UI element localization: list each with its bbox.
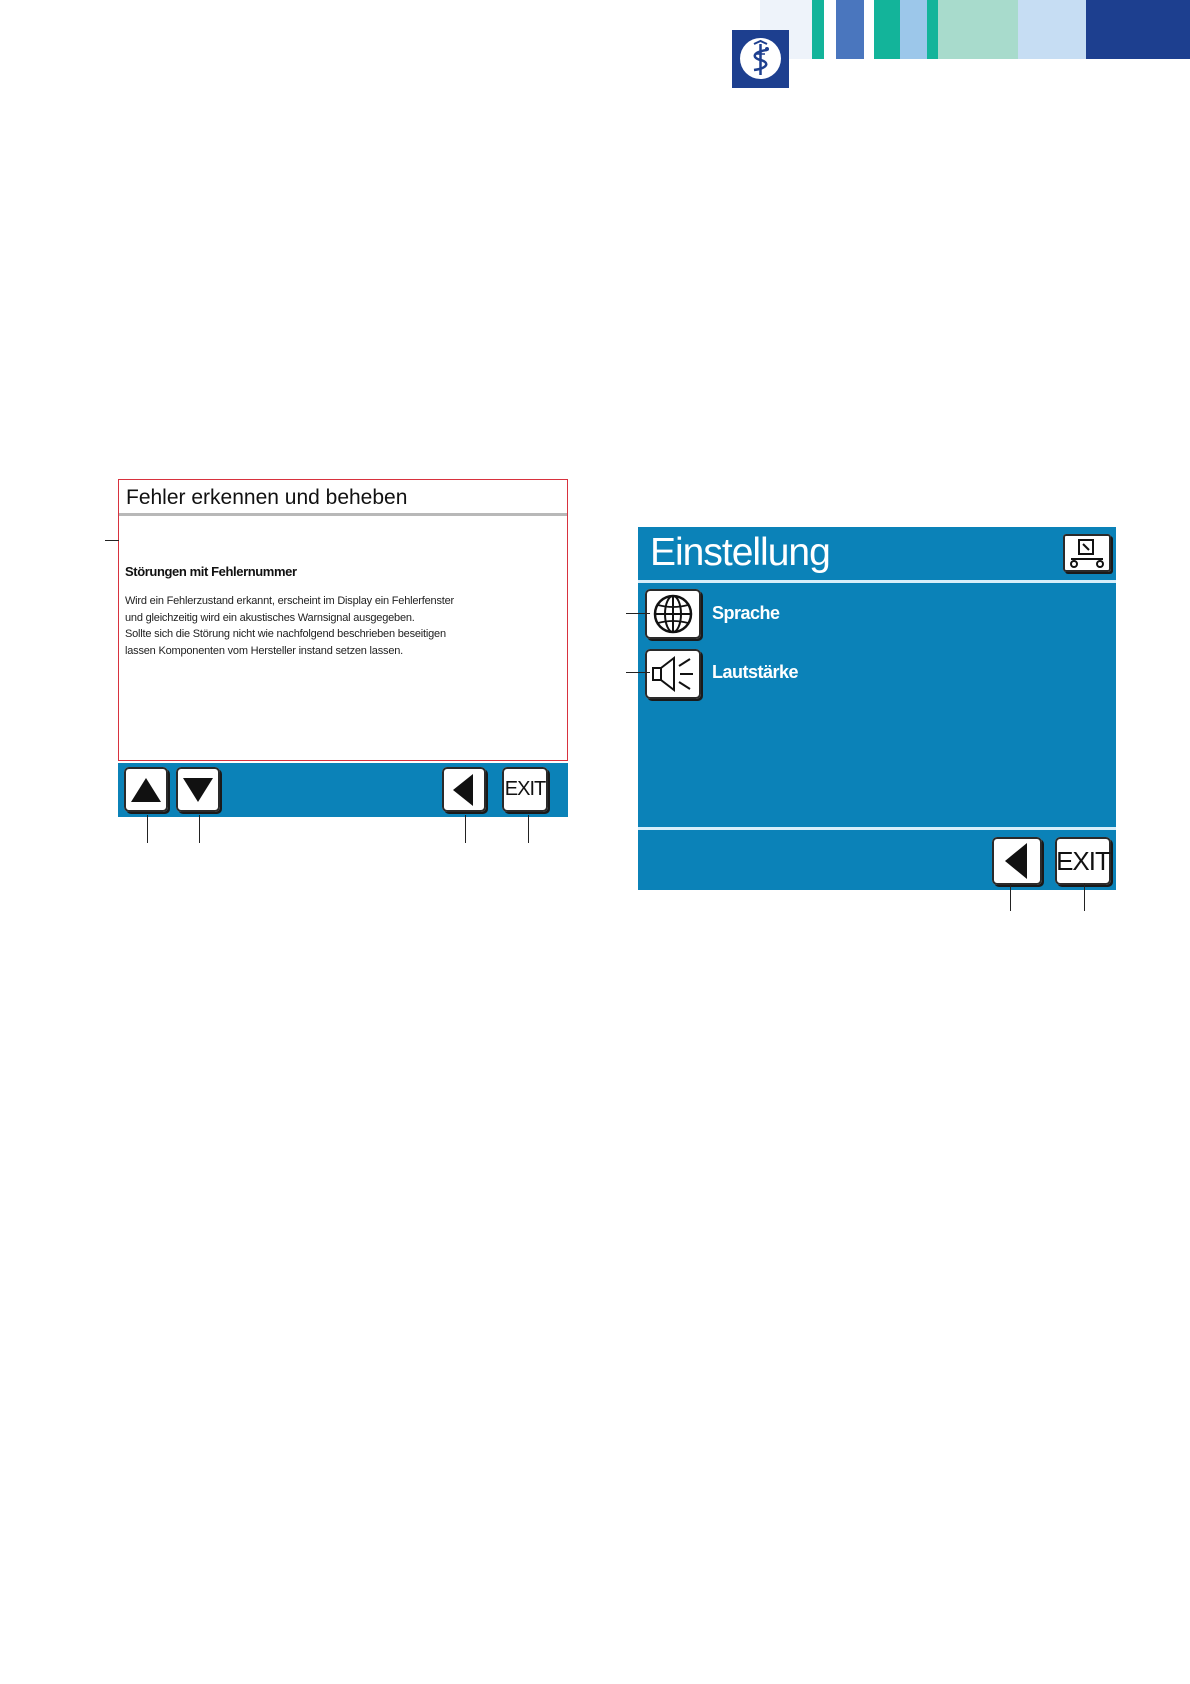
medical-caduceus-icon: [732, 30, 789, 88]
exit-button[interactable]: [502, 767, 548, 812]
settings-title: Einstellung: [650, 531, 830, 574]
scroll-down-button[interactable]: [176, 767, 220, 812]
settings-footer-divider: [638, 827, 1116, 830]
globe-icon: [651, 593, 695, 635]
arrow-left-icon: [1001, 841, 1033, 881]
callout-line: [199, 815, 200, 843]
settings-title-divider: [638, 580, 1116, 583]
help-body: [125, 593, 565, 659]
help-panel: [118, 479, 568, 761]
callout-line: [147, 815, 148, 843]
strip-segment: [836, 0, 864, 59]
strip-segment: [938, 0, 1018, 59]
help-body-line: und gleichzeitig wird ein akustisches Warnsignal ausgegeben.: [125, 611, 415, 624]
strip-segment: [927, 0, 938, 59]
strip-segment: [1018, 0, 1086, 59]
callout-line: [1084, 883, 1085, 911]
settings-exit-button[interactable]: [1055, 837, 1111, 885]
arrow-down-icon: [181, 775, 215, 805]
back-button[interactable]: [442, 767, 486, 812]
settings-back-button[interactable]: [992, 837, 1042, 885]
callout-line: [626, 672, 650, 673]
speaker-icon: [650, 654, 696, 694]
callout-line: [626, 613, 650, 614]
strip-segment: [812, 0, 824, 59]
strip-segment: [1086, 0, 1190, 59]
exit-label: EXIT: [504, 778, 546, 800]
scroll-up-button[interactable]: [124, 767, 168, 812]
volume-label[interactable]: Lautstärke: [712, 662, 799, 682]
help-body-line: lassen Komponenten vom Hersteller instand setzen lassen.: [125, 644, 404, 657]
volume-button[interactable]: [645, 649, 701, 699]
callout-line: [465, 815, 466, 843]
strip-segment: [874, 0, 900, 59]
device-status-button[interactable]: [1063, 534, 1111, 572]
callout-line: [1010, 883, 1011, 911]
strip-segment: [864, 0, 874, 59]
help-body-line: Sollte sich die Störung nicht wie nachfolgend beschrieben beseitigen: [125, 628, 446, 640]
help-body-line: Wird ein Fehlerzustand erkannt, erscheint im Display ein Fehlerfenster: [125, 595, 454, 607]
device-cart-icon: [1067, 537, 1107, 569]
strip-segment: [824, 0, 836, 59]
help-toolbar: [118, 763, 568, 817]
settings-screen: [638, 527, 1116, 890]
exit-label: EXIT: [1056, 845, 1110, 876]
strip-segment: [900, 0, 927, 59]
arrow-left-icon: [449, 772, 479, 808]
callout-line: [528, 815, 529, 843]
language-button[interactable]: [645, 589, 701, 639]
help-heading: Störungen mit Fehlernummer: [125, 564, 297, 579]
callout-line: [105, 540, 119, 541]
language-label[interactable]: Sprache: [712, 603, 780, 623]
help-title-divider: [119, 513, 567, 516]
help-title: Fehler erkennen und beheben: [126, 486, 408, 509]
arrow-up-icon: [129, 775, 163, 805]
